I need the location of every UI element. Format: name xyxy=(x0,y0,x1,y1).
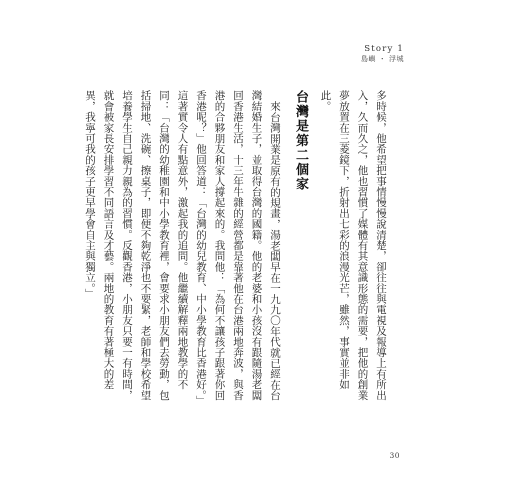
running-head-story: Story 1 xyxy=(364,44,404,54)
section-heading: 台灣是第二個家 xyxy=(293,90,308,192)
page-number: 30 xyxy=(389,451,400,460)
vertical-text-block xyxy=(84,90,390,410)
running-head-subtitle: 島嶼 ・ 浮城 xyxy=(361,54,404,63)
paragraph-body: 來台灣開業是原有的規畫，湯老闆早在一九九〇年代就已經在台灣結婚生子，並取得台灣的國籍。他的老婆和小孩沒有跟隨湯老闆回香港生活，十三年牛雜的經營都是靠著他在台港兩地奔波，與香港的合夥朋友和家人撐起來的。我問他：「為何不讓孩子跟著你回香港呢？」他回答道：「台灣的幼兒教育、中小學教育比香港好。」這著實令人有點意外，激起我的追問。他繼續解釋兩地教學的不同：「台灣的幼稚園和中小學教育裡，會要求小朋友們去勞動，包括掃地、洗碗、擦桌子，即便不夠乾淨也不要緊，老師和學校希望培養學生自己親力親為的習慣。反觀香港，小朋友只要一有時間，就會被家長安排學習不同語言及才藝。兩地的教育有著極大的差異，我寧可我的孩子更早學會自主與獨立。」 xyxy=(84,90,281,406)
paragraph-continued: 多時候，他希望把事情慢慢說清楚，卻往往與電視及報導上有所出入，久而久之，他也習慣了媒體有其意識形態的需要，把他的創業夢放置在三菱鏡下，折射出七彩的浪漫光芒，雖然，事實並非如此。 xyxy=(319,90,387,401)
running-head xyxy=(361,44,404,63)
